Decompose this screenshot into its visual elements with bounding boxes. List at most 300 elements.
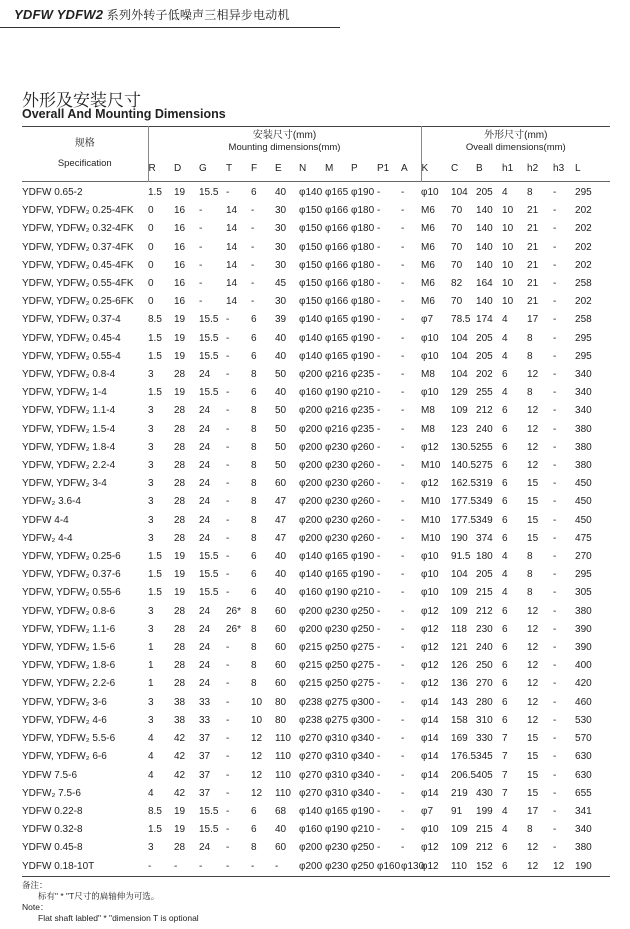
column-header: N: [299, 163, 307, 174]
value-cell: -: [553, 842, 557, 854]
value-cell: -: [553, 350, 557, 362]
value-cell: φ10: [421, 587, 439, 599]
value-cell: φ14: [421, 733, 439, 745]
value-cell: 205: [476, 187, 493, 198]
value-cell: φ165: [325, 350, 349, 362]
value-cell: 110: [275, 769, 291, 781]
value-cell: 7: [502, 751, 508, 763]
value-cell: 39: [275, 314, 287, 326]
value-cell: φ12: [421, 642, 439, 654]
value-cell: -: [401, 478, 405, 490]
value-cell: 140: [476, 241, 493, 253]
value-cell: -: [251, 296, 255, 308]
mounting-group-header: [148, 127, 421, 158]
value-cell: -: [226, 532, 230, 544]
value-cell: -: [401, 678, 405, 690]
value-cell: 42: [174, 733, 186, 745]
value-cell: 3: [148, 714, 154, 726]
value-cell: φ150: [299, 259, 323, 271]
value-cell: 8: [527, 551, 533, 563]
spec-cell: YDFW 0.65-2: [22, 187, 83, 198]
value-cell: -: [226, 350, 230, 362]
value-cell: 24: [199, 460, 211, 472]
value-cell: 33: [199, 696, 211, 708]
value-cell: 12: [527, 623, 539, 635]
value-cell: -: [377, 605, 381, 617]
spec-cell: YDFW, YDFW₂ 1.5-6: [22, 642, 116, 654]
overall-head-en: Oveall dimensions(mm): [465, 142, 566, 153]
value-cell: 30: [275, 296, 287, 308]
value-cell: 15: [527, 787, 539, 799]
value-cell: φ190: [351, 332, 375, 344]
value-cell: 15.5: [199, 314, 219, 326]
value-cell: 19: [174, 350, 186, 362]
value-cell: M10: [421, 460, 441, 472]
value-cell: 6: [251, 332, 257, 344]
value-cell: 3: [148, 842, 154, 854]
value-cell: -: [199, 278, 203, 290]
value-cell: 140: [476, 259, 493, 271]
value-cell: 530: [575, 714, 592, 726]
value-cell: 15.5: [199, 551, 219, 563]
value-cell: 28: [174, 678, 186, 690]
value-cell: M6: [421, 259, 435, 271]
value-cell: φ165: [325, 332, 349, 344]
value-cell: 15: [527, 751, 539, 763]
value-cell: 42: [174, 769, 186, 781]
value-cell: -: [553, 478, 557, 490]
note-label-cn: 备注：: [22, 880, 48, 890]
table-row: [22, 257, 610, 275]
value-cell: 16: [174, 241, 186, 253]
column-header: E: [275, 163, 282, 174]
value-cell: φ190: [351, 805, 375, 817]
value-cell: 0: [148, 241, 154, 253]
table-row: [22, 512, 610, 530]
mount-head-en: Mounting dimensions(mm): [228, 142, 341, 153]
spec-cell: YDFW, YDFW₂ 2.2-6: [22, 678, 116, 690]
value-cell: 8: [251, 642, 257, 654]
value-cell: 4: [502, 587, 508, 599]
table-row: [22, 767, 610, 785]
table-row: [22, 712, 610, 730]
value-cell: -: [553, 369, 557, 381]
value-cell: 28: [174, 532, 186, 544]
value-cell: φ180: [351, 259, 375, 271]
value-cell: M6: [421, 278, 435, 290]
value-cell: 3: [148, 478, 154, 490]
value-cell: φ14: [421, 714, 439, 726]
value-cell: 460: [575, 696, 592, 708]
value-cell: -: [226, 587, 230, 599]
value-cell: 40: [275, 569, 287, 581]
value-cell: 400: [575, 660, 592, 672]
value-cell: 30: [275, 241, 287, 253]
value-cell: -: [401, 405, 405, 417]
spec-cell: YDFW, YDFW₂ 1-4: [22, 387, 107, 399]
value-cell: 15: [527, 532, 539, 544]
value-cell: 109: [451, 405, 468, 417]
value-cell: -: [251, 278, 255, 290]
value-cell: -: [199, 858, 226, 877]
value-cell: 158: [451, 714, 468, 726]
value-cell: 4: [502, 569, 508, 581]
value-cell: 24: [199, 496, 211, 508]
value-cell: φ150: [299, 296, 323, 308]
value-cell: 349: [476, 496, 493, 508]
value-cell: 37: [199, 769, 211, 781]
column-header: h3: [553, 163, 565, 174]
value-cell: -: [377, 642, 381, 654]
value-cell: -: [226, 496, 230, 508]
value-cell: φ200: [299, 514, 323, 526]
value-cell: 8: [251, 441, 257, 453]
value-cell: φ250: [325, 678, 349, 690]
value-cell: 8: [527, 569, 533, 581]
value-cell: φ140: [299, 805, 323, 817]
column-header: G: [199, 163, 207, 174]
value-cell: 7: [502, 787, 508, 799]
value-cell: 15.5: [199, 587, 219, 599]
value-cell: 19: [174, 314, 186, 326]
value-cell: φ140: [299, 350, 323, 362]
value-cell: φ216: [325, 369, 349, 381]
value-cell: M10: [421, 514, 441, 526]
value-cell: 78.5: [451, 314, 471, 326]
value-cell: -: [226, 733, 230, 745]
value-cell: -: [148, 858, 174, 877]
note-text-cn: 标有" * "T尺寸的扁轴伸为可选。: [38, 891, 160, 901]
value-cell: φ310: [325, 787, 349, 799]
table-row: [22, 803, 610, 821]
table-row: [22, 748, 610, 766]
value-cell: φ14: [421, 787, 439, 799]
value-cell: 10: [251, 714, 263, 726]
spec-cell: YDFW, YDFW₂ 1.1-6: [22, 623, 116, 635]
value-cell: 30: [275, 223, 287, 235]
value-cell: 3: [148, 514, 154, 526]
value-cell: -: [226, 387, 230, 399]
value-cell: -: [553, 605, 557, 617]
value-cell: 109: [451, 842, 468, 854]
value-cell: 12: [527, 858, 553, 877]
value-cell: 450: [575, 496, 592, 508]
value-cell: 15.5: [199, 187, 219, 198]
value-cell: 8: [527, 332, 533, 344]
value-cell: 6: [502, 696, 508, 708]
value-cell: -: [553, 678, 557, 690]
value-cell: -: [377, 769, 381, 781]
value-cell: φ160: [377, 858, 401, 877]
value-cell: φ190: [351, 314, 375, 326]
value-cell: 24: [199, 660, 211, 672]
value-cell: 177.5: [451, 496, 477, 508]
value-cell: -: [251, 858, 275, 877]
value-cell: -: [377, 569, 381, 581]
spec-cell: YDFW, YDFW₂ 0.37-6: [22, 569, 121, 581]
value-cell: 330: [476, 733, 493, 745]
value-cell: φ200: [299, 858, 325, 877]
value-cell: φ166: [325, 205, 349, 217]
value-cell: 240: [476, 423, 493, 435]
value-cell: φ10: [421, 187, 439, 198]
value-cell: -: [401, 259, 405, 271]
dimensions-table: [22, 126, 610, 877]
value-cell: 19: [174, 824, 186, 836]
value-cell: 60: [275, 478, 287, 490]
value-cell: φ150: [299, 278, 323, 290]
value-cell: 6: [502, 460, 508, 472]
value-cell: φ230: [325, 514, 349, 526]
value-cell: 12: [553, 858, 575, 877]
table-row: [22, 730, 610, 748]
value-cell: 1.5: [148, 587, 162, 599]
value-cell: 4: [148, 769, 154, 781]
value-cell: 8: [527, 187, 533, 198]
value-cell: -: [553, 278, 557, 290]
header-title-en: YDFW YDFW2: [14, 7, 104, 22]
value-cell: 15.5: [199, 805, 219, 817]
value-cell: φ12: [421, 660, 439, 672]
value-cell: 8: [251, 460, 257, 472]
value-cell: -: [226, 314, 230, 326]
value-cell: 205: [476, 332, 493, 344]
value-cell: 15.5: [199, 332, 219, 344]
value-cell: -: [553, 205, 557, 217]
value-cell: 70: [451, 296, 463, 308]
value-cell: -: [226, 824, 230, 836]
value-cell: φ10: [421, 350, 439, 362]
value-cell: -: [401, 460, 405, 472]
value-cell: 104: [451, 332, 468, 344]
value-cell: -: [226, 751, 230, 763]
overall-group-header: [421, 127, 610, 158]
value-cell: 12: [527, 642, 539, 654]
value-cell: 6: [502, 605, 508, 617]
spec-cell: YDFW, YDFW₂ 4-6: [22, 714, 107, 726]
value-cell: 7: [502, 769, 508, 781]
value-cell: -: [226, 842, 230, 854]
value-cell: 143: [451, 696, 468, 708]
value-cell: M6: [421, 223, 435, 235]
value-cell: 4: [502, 824, 508, 836]
value-cell: 24: [199, 405, 211, 417]
value-cell: 205: [476, 350, 493, 362]
value-cell: -: [553, 387, 557, 399]
value-cell: 3: [148, 623, 154, 635]
value-cell: -: [401, 332, 405, 344]
value-cell: 17: [527, 805, 539, 817]
value-cell: 15: [527, 769, 539, 781]
value-cell: φ230: [325, 532, 349, 544]
value-cell: φ230: [325, 858, 351, 877]
value-cell: 12: [527, 842, 539, 854]
value-cell: φ140: [299, 187, 323, 198]
value-cell: 8.5: [148, 805, 162, 817]
value-cell: φ14: [421, 751, 439, 763]
value-cell: φ200: [299, 605, 323, 617]
value-cell: 0: [148, 205, 154, 217]
value-cell: -: [401, 569, 405, 581]
value-cell: -: [401, 842, 405, 854]
value-cell: φ7: [421, 314, 434, 326]
overall-head-cn: 外形尺寸(mm): [484, 130, 548, 141]
value-cell: φ12: [421, 441, 439, 453]
value-cell: -: [226, 714, 230, 726]
value-cell: 10: [502, 241, 514, 253]
table-row: [22, 548, 610, 566]
value-cell: φ150: [299, 205, 323, 217]
value-cell: -: [377, 223, 381, 235]
value-cell: 8: [527, 387, 533, 399]
column-header: K: [421, 163, 429, 174]
value-cell: 40: [275, 551, 287, 563]
value-cell: φ140: [299, 569, 323, 581]
value-cell: φ200: [299, 423, 323, 435]
value-cell: φ235: [351, 405, 375, 417]
value-cell: φ7: [421, 805, 434, 817]
value-cell: 38: [174, 696, 186, 708]
value-cell: 4: [502, 350, 508, 362]
value-cell: -: [401, 733, 405, 745]
value-cell: -: [401, 423, 405, 435]
value-cell: 6: [502, 858, 527, 877]
value-cell: 8.5: [148, 314, 162, 326]
value-cell: -: [251, 223, 255, 235]
value-cell: 202: [575, 205, 592, 217]
value-cell: -: [401, 660, 405, 672]
spec-cell: YDFW 7.5-6: [22, 769, 78, 781]
value-cell: 340: [575, 824, 592, 836]
table-row: [22, 475, 610, 493]
value-cell: -: [401, 296, 405, 308]
value-cell: 38: [174, 714, 186, 726]
value-cell: 70: [451, 241, 463, 253]
header-title-cn: 系列外转子低噪声三相异步电动机: [103, 8, 290, 22]
value-cell: φ340: [351, 733, 375, 745]
value-cell: 24: [199, 678, 211, 690]
value-cell: φ275: [325, 714, 349, 726]
table-row: [22, 311, 610, 329]
value-cell: 8: [251, 842, 257, 854]
column-header: C: [451, 163, 459, 174]
value-cell: 202: [575, 296, 592, 308]
value-cell: φ250: [351, 858, 377, 877]
value-cell: 255: [476, 441, 493, 453]
value-cell: 12: [527, 605, 539, 617]
value-cell: 14: [226, 296, 238, 308]
value-cell: φ150: [299, 223, 323, 235]
spec-cell: YDFW₂ 3.6-4: [22, 496, 81, 508]
value-cell: 136: [451, 678, 468, 690]
value-cell: 130.5: [451, 441, 477, 453]
value-cell: 50: [275, 460, 287, 472]
spec-cell: YDFW, YDFW₂ 0.32-4FK: [22, 223, 134, 235]
header-title: [14, 6, 290, 23]
value-cell: 8: [251, 405, 257, 417]
value-cell: φ160: [299, 387, 323, 399]
value-cell: φ180: [351, 278, 375, 290]
value-cell: 140: [476, 205, 493, 217]
value-cell: 15.5: [199, 350, 219, 362]
value-cell: φ190: [351, 569, 375, 581]
value-cell: 14: [226, 223, 238, 235]
value-cell: 305: [575, 587, 592, 599]
value-cell: 28: [174, 660, 186, 672]
value-cell: 3: [148, 696, 154, 708]
table-row: [22, 694, 610, 712]
value-cell: -: [401, 551, 405, 563]
value-cell: 1.5: [148, 387, 162, 399]
value-cell: 24: [199, 423, 211, 435]
value-cell: φ165: [325, 187, 349, 198]
value-cell: 40: [275, 332, 287, 344]
value-cell: 110: [275, 787, 291, 799]
value-cell: 80: [275, 714, 287, 726]
value-cell: 24: [199, 842, 211, 854]
value-cell: φ340: [351, 751, 375, 763]
table-row: [22, 566, 610, 584]
value-cell: 164: [476, 278, 493, 290]
value-cell: -: [377, 751, 381, 763]
value-cell: φ230: [325, 605, 349, 617]
value-cell: -: [553, 660, 557, 672]
value-cell: 4: [148, 787, 154, 799]
value-cell: 349: [476, 514, 493, 526]
value-cell: 8: [251, 514, 257, 526]
value-cell: φ190: [325, 824, 349, 836]
spec-cell: YDFW, YDFW₂ 2.2-4: [22, 460, 116, 472]
value-cell: 6: [251, 824, 257, 836]
value-cell: 15: [527, 733, 539, 745]
value-cell: -: [553, 733, 557, 745]
spec-cell: YDFW 0.18-10T: [22, 858, 148, 877]
value-cell: 8: [527, 587, 533, 599]
value-cell: φ215: [299, 660, 323, 672]
value-cell: 24: [199, 478, 211, 490]
value-cell: -: [377, 387, 381, 399]
value-cell: φ10: [421, 569, 439, 581]
value-cell: -: [377, 842, 381, 854]
value-cell: φ165: [325, 805, 349, 817]
value-cell: -: [553, 551, 557, 563]
mount-head-cn: 安装尺寸(mm): [252, 130, 317, 141]
value-cell: 40: [275, 824, 287, 836]
value-cell: -: [553, 296, 557, 308]
value-cell: -: [226, 423, 230, 435]
value-cell: 24: [199, 441, 211, 453]
value-cell: φ230: [325, 842, 349, 854]
table-row: [22, 530, 610, 548]
table-row: [22, 348, 610, 366]
value-cell: φ160: [299, 587, 323, 599]
value-cell: 28: [174, 514, 186, 526]
table-row: [22, 330, 610, 348]
value-cell: 19: [174, 332, 186, 344]
value-cell: 12: [251, 787, 263, 799]
value-cell: 82: [451, 278, 463, 290]
value-cell: -: [553, 405, 557, 417]
value-cell: 50: [275, 405, 287, 417]
value-cell: φ230: [325, 460, 349, 472]
value-cell: 6: [502, 496, 508, 508]
value-cell: φ260: [351, 532, 375, 544]
spec-cell: YDFW, YDFW₂ 3-6: [22, 696, 107, 708]
value-cell: -: [251, 205, 255, 217]
value-cell: 28: [174, 496, 186, 508]
section-title-en: Overall And Mounting Dimensions: [22, 107, 226, 121]
value-cell: 110: [275, 751, 291, 763]
